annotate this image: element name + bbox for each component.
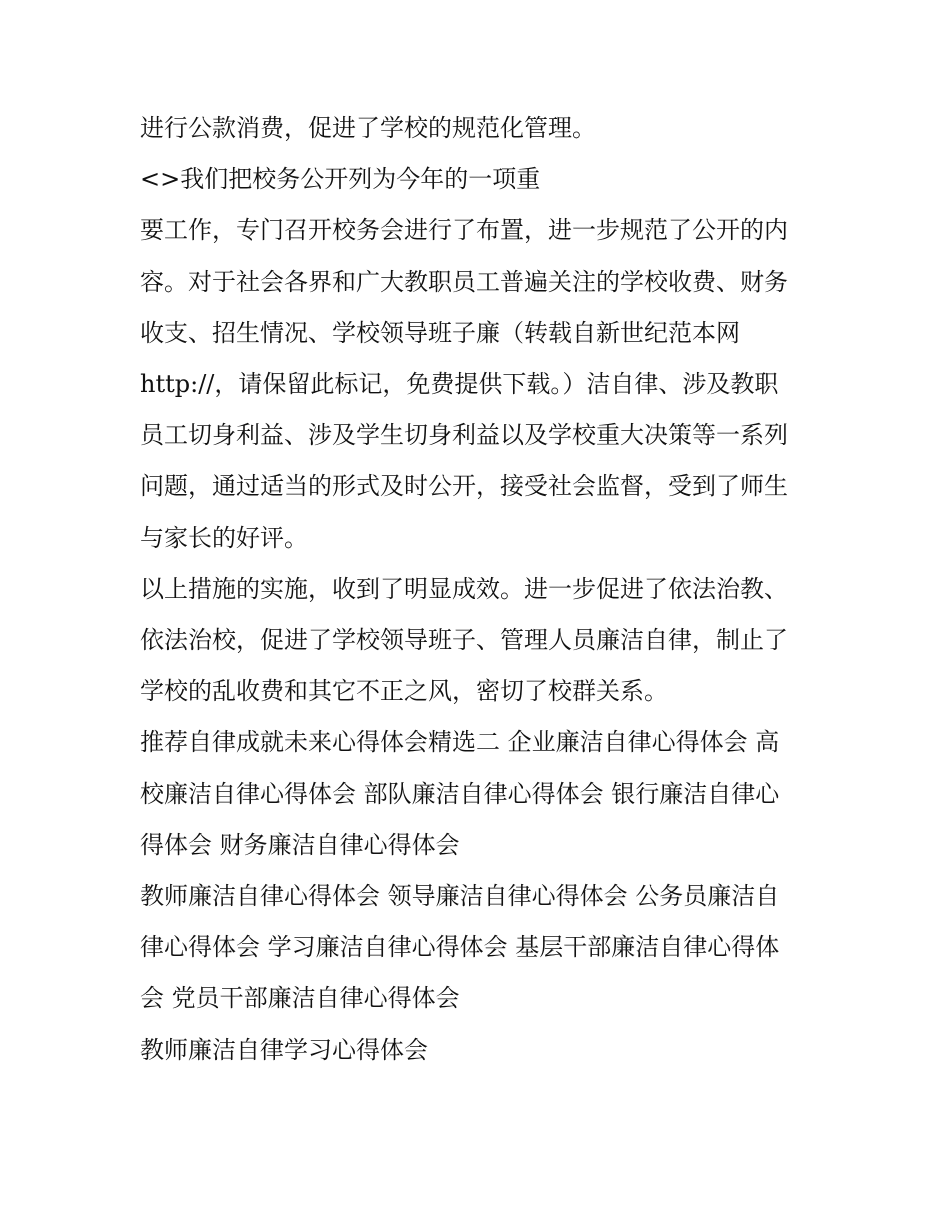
paragraph-6 — [140, 871, 820, 1025]
text-line: 收支、招生情况、学校领导班子廉（转载自新世纪范本网 — [140, 318, 740, 347]
text-line: 员工切身利益、涉及学生切身利益以及学校重大决策等一系列 — [140, 421, 788, 450]
paragraph-7 — [140, 1025, 820, 1076]
text-line: 会 党员干部廉洁自律心得体会 — [140, 984, 460, 1013]
text-line: 要工作，专门召开校务会进行了布置，进一步规范了公开的内 — [140, 216, 788, 245]
text-line: 问题，通过适当的形式及时公开，接受社会监督，受到了师生 — [140, 472, 788, 501]
text-line: 推荐自律成就未来心得体会精选二 企业廉洁自律心得体会 高 — [140, 728, 780, 757]
document-body — [140, 103, 820, 1076]
text-line: 得体会 财务廉洁自律心得体会 — [140, 830, 460, 859]
text-line: 律心得体会 学习廉洁自律心得体会 基层干部廉洁自律心得体 — [140, 933, 780, 962]
paragraph-1 — [140, 103, 820, 154]
text-line: 容。对于社会各界和广大教职员工普遍关注的学校收费、财务 — [140, 267, 788, 296]
paragraph-3 — [140, 205, 820, 563]
paragraph-2 — [140, 154, 820, 205]
text-line: 进行公款消费，促进了学校的规范化管理。 — [140, 114, 596, 142]
text-line: 以上措施的实施，收到了明显成效。进一步促进了依法治教、 — [140, 574, 788, 603]
paragraph-5 — [140, 717, 820, 871]
text-line: http://，请保留此标记，免费提供下载。）洁自律、涉及教职 — [140, 370, 779, 399]
text-line: 与家长的好评。 — [140, 523, 308, 552]
text-line: 校廉洁自律心得体会 部队廉洁自律心得体会 银行廉洁自律心 — [140, 779, 780, 808]
text-line: <>我们把校务公开列为今年的一项重 — [140, 165, 541, 194]
text-line: 教师廉洁自律心得体会 领导廉洁自律心得体会 公务员廉洁自 — [140, 882, 780, 911]
paragraph-4 — [140, 564, 820, 718]
text-line: 学校的乱收费和其它不正之风，密切了校群关系。 — [140, 677, 668, 706]
text-line: 依法治校，促进了学校领导班子、管理人员廉洁自律，制止了 — [140, 626, 788, 655]
text-line: 教师廉洁自律学习心得体会 — [140, 1035, 428, 1064]
